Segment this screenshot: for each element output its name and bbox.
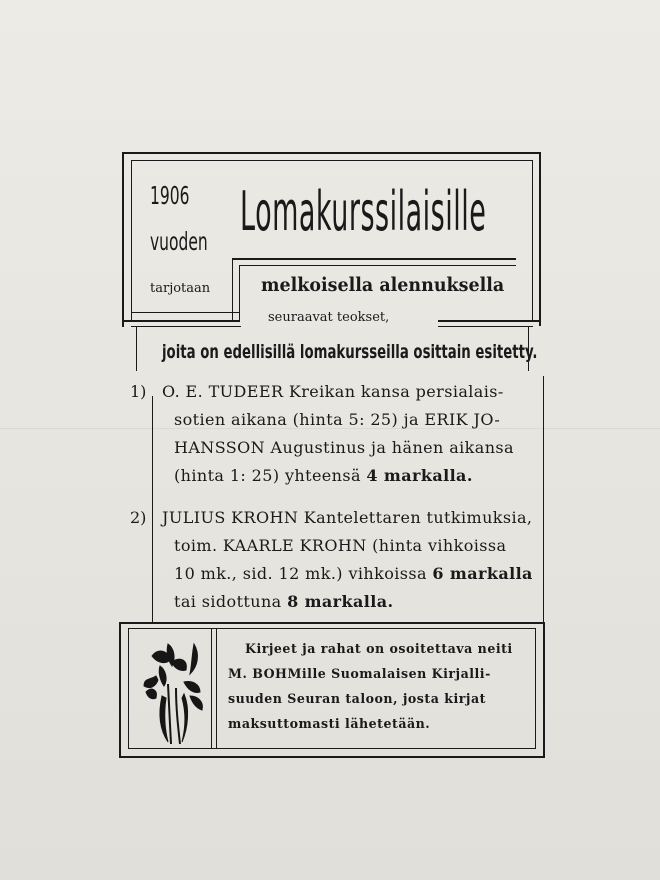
offer-1-number: 1) xyxy=(130,382,147,401)
offer-2-line-4 xyxy=(174,592,393,611)
notice-box-divider-a xyxy=(211,628,212,748)
notice-box-right-outer xyxy=(543,622,545,758)
notice-box-left-outer xyxy=(119,622,121,758)
joita-left-tick xyxy=(136,327,137,371)
offer-1-line-4 xyxy=(174,466,473,485)
frame-right-inner-upper xyxy=(532,160,533,320)
title-underline-thick xyxy=(232,258,516,260)
seuraavat-label: seuraavat teokset, xyxy=(268,310,390,325)
offer-2-line-1: JULIUS KROHN Kantelettaren tutkimuksia, xyxy=(162,508,533,527)
offers-right-rule xyxy=(543,376,544,624)
notice-box-bottom-inner xyxy=(128,748,536,749)
notice-box-right-inner xyxy=(535,628,536,749)
offer-2-number: 2) xyxy=(130,508,147,527)
frame-top-inner xyxy=(131,160,533,161)
offer-1-price: 4 markalla. xyxy=(366,466,473,485)
joita-subheading: joita on edellisillä lomakursseilla osittain esitetty. xyxy=(162,341,538,363)
notice-box-left-inner xyxy=(128,628,129,749)
notice-box-top-inner xyxy=(128,628,536,629)
notice-line-1: Kirjeet ja rahat on osoitettava neiti xyxy=(245,641,513,656)
frame-top-outer xyxy=(122,152,541,154)
offer-1-line-3: HANSSON Augustinus ja hänen aikansa xyxy=(174,438,514,457)
frame-left-outer-upper xyxy=(122,152,124,327)
offer-2-last-text: tai sidottuna xyxy=(174,592,288,611)
seuraavat-right-rule-b xyxy=(438,326,533,327)
offer-2-price: 8 markalla. xyxy=(287,592,394,611)
seuraavat-left-rule-b xyxy=(131,326,241,327)
notice-box-top-outer xyxy=(119,622,545,624)
page-title: Lomakurssilaisille xyxy=(240,180,487,243)
notice-line-4: maksuttomasti lähetetään. xyxy=(228,716,431,731)
seuraavat-right-rule-a xyxy=(438,320,539,322)
offer-1-line-2: sotien aikana (hinta 5: 25) ja ERIK JO- xyxy=(174,410,501,429)
vuoden-label: vuoden xyxy=(150,227,208,256)
year-label: 1906 xyxy=(150,181,190,210)
notice-line-2: M. BOHMille Suomalaisen Kirjalli- xyxy=(228,666,491,681)
discount-heading: melkoisella alennuksella xyxy=(261,274,505,296)
tarjotaan-label: tarjotaan xyxy=(150,281,211,296)
offer-1-line-1: O. E. TUDEER Kreikan kansa persialais- xyxy=(162,382,504,401)
frame-left-inner-upper xyxy=(131,160,132,321)
offer-2-line-3 xyxy=(174,564,533,583)
offer-2-line-3-price: 6 markalla xyxy=(432,564,533,583)
notice-line-3: suuden Seuran taloon, josta kirjat xyxy=(228,691,486,706)
frame-right-outer-upper xyxy=(539,152,541,326)
year-column-divider-2 xyxy=(239,266,240,322)
notice-box-divider-b xyxy=(216,628,217,748)
offers-left-rule xyxy=(152,396,153,622)
offer-2-line-3-text: 10 mk., sid. 12 mk.) vihkoissa xyxy=(174,564,433,583)
title-underline-thin xyxy=(239,265,516,266)
offer-1-last-text: (hinta 1: 25) yhteensä xyxy=(174,466,367,485)
iris-flower-icon xyxy=(138,636,210,746)
notice-box-bottom-outer xyxy=(119,756,545,758)
seuraavat-left-rule-a xyxy=(122,320,240,322)
offer-2-line-2: toim. KAARLE KROHN (hinta vihkoissa xyxy=(174,536,507,555)
tarjotaan-underline xyxy=(131,312,239,313)
